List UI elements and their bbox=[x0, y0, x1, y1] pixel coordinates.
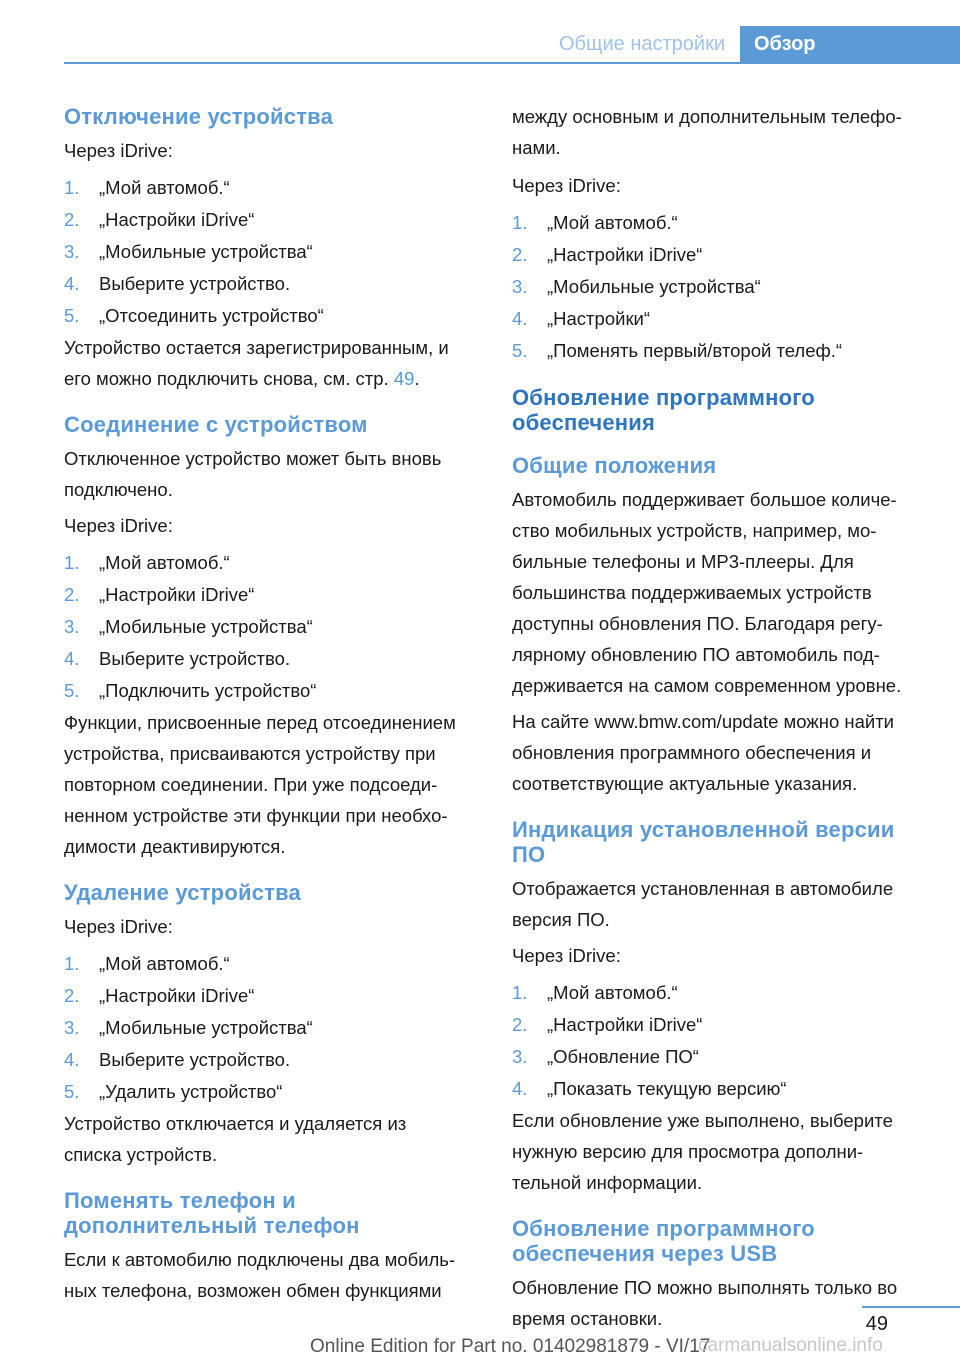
list-item: 1. „Мой автомоб.“ bbox=[64, 552, 230, 573]
intro-text: Через iDrive: bbox=[512, 945, 621, 966]
steps-list-connect bbox=[64, 547, 479, 707]
steps-list-swap bbox=[512, 207, 927, 367]
list-item: 3. „Мобильные устройства“ bbox=[64, 616, 313, 637]
list-item: 3. „Мобильные устройства“ bbox=[64, 1017, 313, 1038]
list-item: 5. „Поменять первый/второй телеф.“ bbox=[512, 340, 843, 361]
list-item: 5. „Подключить устройство“ bbox=[64, 680, 317, 701]
paragraph: Отключенное устройство может быть вновь подключено. bbox=[64, 448, 442, 500]
list-item: 1. „Мой автомоб.“ bbox=[512, 982, 678, 1003]
tab-general-settings[interactable]: Общие настройки bbox=[559, 33, 725, 55]
intro-text: Через iDrive: bbox=[64, 916, 173, 937]
header-rule bbox=[64, 62, 960, 64]
list-item: 1. „Мой автомоб.“ bbox=[512, 212, 678, 233]
section-title-software-update: Обновление программного обеспечения bbox=[512, 385, 815, 435]
edition-note: Online Edition for Part no. 01402981879 - VI/17 bbox=[310, 1336, 711, 1357]
right-column bbox=[512, 100, 927, 1334]
section-title-connect: Соединение с устройством bbox=[64, 412, 368, 437]
list-item: 3. „Мобильные устройства“ bbox=[64, 241, 313, 262]
steps-list-version bbox=[512, 977, 927, 1105]
intro-text: Через iDrive: bbox=[64, 515, 173, 536]
paragraph: Автомобиль поддерживает большое количе- ство мобильных устройств, например, мо- бильные телефоны и МР3-плееры. Для большинства поддерживаемых устройств доступны обновления ПО. Благодаря регу- лярному обновлению ПО автомобиль под- держивается на самом современном уровне. bbox=[512, 489, 902, 696]
paragraph: Функции, присвоенные перед отсоединением устройства, присваиваются устройству при повторном соединении. При уже подсоеди- ненном устройстве эти функции при необхо- димости деактивируются. bbox=[64, 712, 456, 857]
list-item: 2. „Настройки iDrive“ bbox=[64, 985, 255, 1006]
list-item: 4. „Настройки“ bbox=[512, 308, 651, 329]
list-item: 1. „Мой автомоб.“ bbox=[64, 177, 230, 198]
list-item: 2. „Настройки iDrive“ bbox=[512, 244, 703, 265]
page-link[interactable]: 49 bbox=[393, 368, 415, 389]
list-item: 4. „Показать текущую версию“ bbox=[512, 1078, 787, 1099]
paragraph: Устройство отключается и удаляется из списка устройств. bbox=[64, 1113, 407, 1165]
watermark: carmanualsonline.info bbox=[698, 1335, 883, 1356]
steps-list-delete bbox=[64, 948, 479, 1108]
section-title-delete: Удаление устройства bbox=[64, 880, 301, 905]
list-item: 2. „Настройки iDrive“ bbox=[64, 209, 255, 230]
paragraph: Обновление ПО можно выполнять только во время остановки. bbox=[512, 1277, 898, 1329]
list-item: 4. Выберите устройство. bbox=[64, 648, 291, 669]
tab-overview[interactable]: Обзор bbox=[740, 26, 960, 62]
list-item: 5. „Отсоединить устройство“ bbox=[64, 305, 324, 326]
steps-list-disconnect bbox=[64, 172, 479, 332]
section-title-usb-update: Обновление программного обеспечения через USB bbox=[512, 1216, 815, 1266]
section-title-swap-phone: Поменять телефон и дополнительный телефон bbox=[64, 1188, 360, 1238]
left-column bbox=[64, 100, 479, 1306]
paragraph: Устройство остается зарегистрированным, и его можно подключить снова, см. стр. 49. bbox=[64, 337, 449, 389]
section-title-disconnect: Отключение устройства bbox=[64, 104, 334, 129]
section-title-installed-version: Индикация установленной версии ПО bbox=[512, 817, 895, 867]
list-item: 3. „Мобильные устройства“ bbox=[512, 276, 761, 297]
paragraph: между основным и дополнительным телефо- нами. bbox=[512, 106, 902, 158]
paragraph: Отображается установленная в автомобиле версия ПО. bbox=[512, 878, 894, 930]
list-item: 5. „Удалить устройство“ bbox=[64, 1081, 283, 1102]
list-item: 4. Выберите устройство. bbox=[64, 273, 291, 294]
intro-text: Через iDrive: bbox=[512, 175, 621, 196]
list-item: 2. „Настройки iDrive“ bbox=[64, 584, 255, 605]
intro-text: Через iDrive: bbox=[64, 140, 173, 161]
list-item: 4. Выберите устройство. bbox=[64, 1049, 291, 1070]
list-item: 1. „Мой автомоб.“ bbox=[64, 953, 230, 974]
section-title-general: Общие положения bbox=[512, 453, 717, 478]
list-item: 2. „Настройки iDrive“ bbox=[512, 1014, 703, 1035]
footer-rule bbox=[862, 1306, 960, 1308]
paragraph: На сайте www.bmw.com/update можно найти обновления программного обеспечения и соответствующие актуальные указания. bbox=[512, 711, 895, 794]
list-item: 3. „Обновление ПО“ bbox=[512, 1046, 699, 1067]
page-header bbox=[0, 0, 960, 64]
page-number: 49 bbox=[865, 1313, 888, 1335]
paragraph: Если к автомобилю подключены два мобиль- ных телефона, возможен обмен функциями bbox=[64, 1249, 456, 1301]
paragraph: Если обновление уже выполнено, выберите нужную версию для просмотра дополни- тельной информации. bbox=[512, 1110, 893, 1193]
